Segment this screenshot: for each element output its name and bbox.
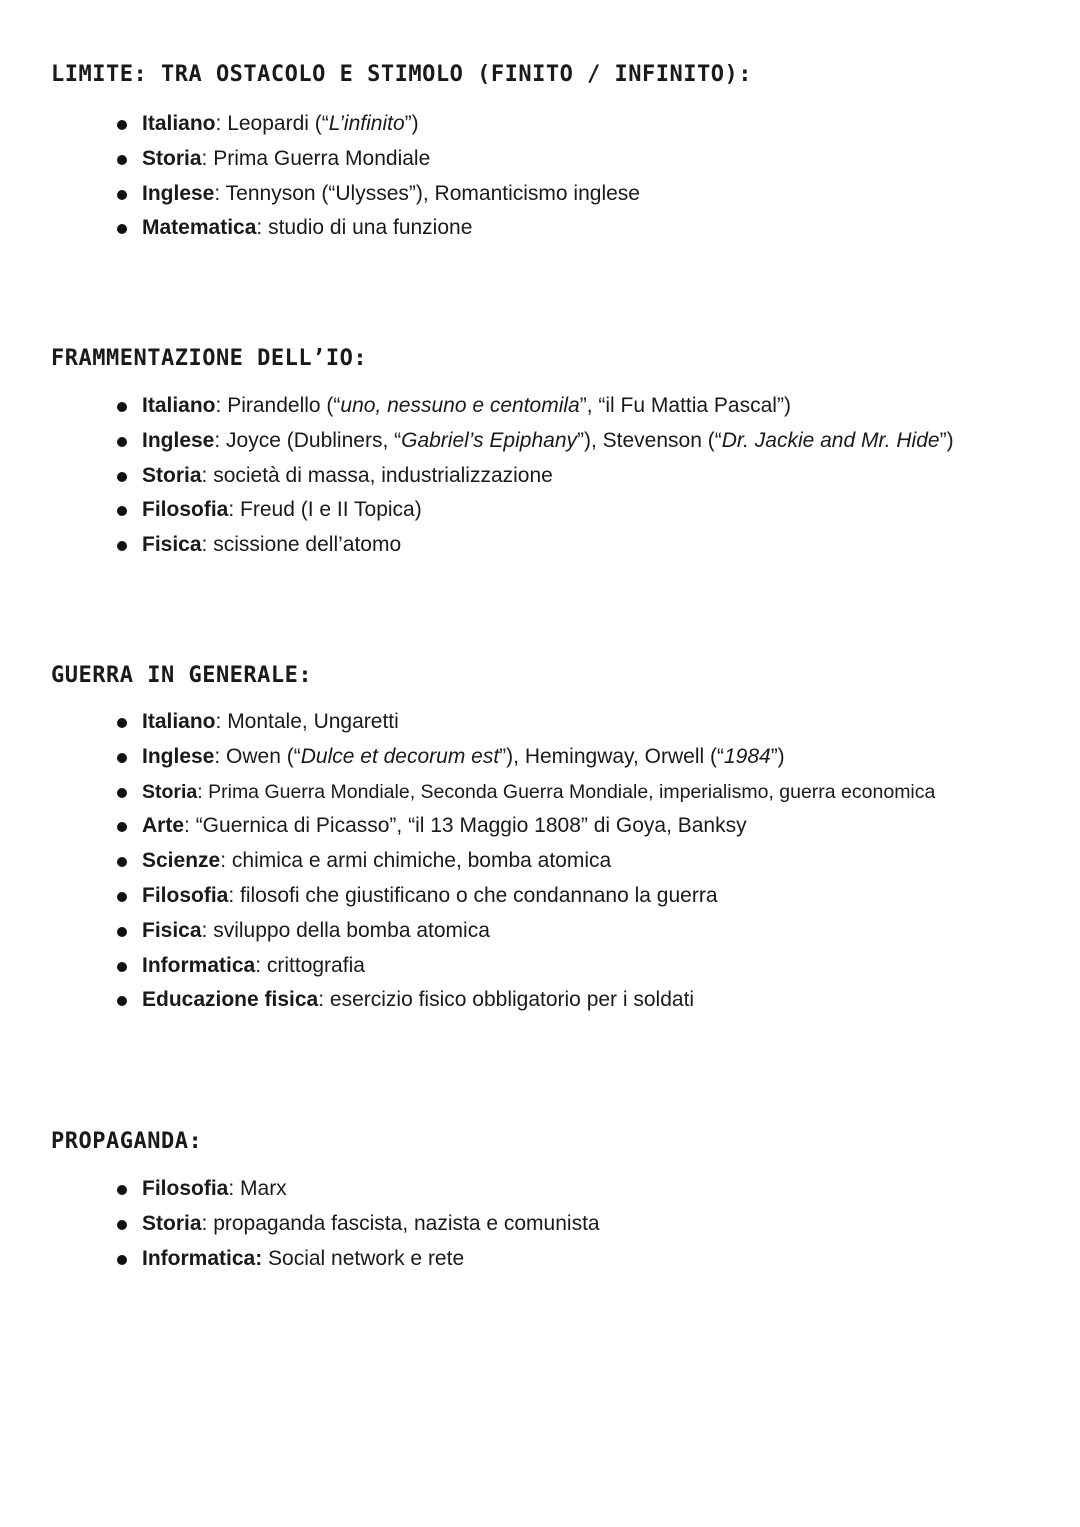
separator: :	[214, 744, 227, 768]
item-text: Prima Guerra Mondiale, Seconda Guerra Mondiale, imperialismo, guerra economica	[208, 780, 936, 803]
separator: :	[201, 533, 214, 557]
subject-label: Fisica	[142, 918, 202, 942]
item-text: studio di una funzione	[268, 216, 473, 240]
subject-label: Storia	[142, 1211, 202, 1235]
list-item	[115, 211, 640, 246]
list-item	[115, 1172, 600, 1207]
item-text: esercizio fisico obbligatorio per i soldati	[329, 988, 695, 1012]
list-item	[115, 424, 954, 459]
italic-title: L’infinito	[328, 112, 405, 135]
item-text: società di massa, industrializzazione	[213, 463, 553, 487]
subject-label: Italiano	[142, 112, 216, 135]
subject-label: Inglese	[142, 744, 215, 768]
topic-list	[115, 1172, 600, 1276]
bullet-icon	[117, 927, 127, 937]
bullet-icon	[117, 1255, 127, 1265]
bullet-icon	[117, 857, 127, 867]
list-item	[115, 459, 954, 494]
bullet-icon	[117, 402, 127, 412]
list-item	[115, 775, 935, 810]
item-text: scissione dell’atomo	[213, 533, 402, 557]
list-item	[115, 879, 935, 914]
bullet-icon	[117, 155, 127, 165]
item-text: propaganda fascista, nazista e comunista	[213, 1211, 600, 1235]
subject-label: Inglese	[142, 428, 215, 452]
separator: :	[228, 498, 241, 522]
separator: :	[214, 181, 226, 205]
italic-title: 1984	[723, 744, 771, 768]
bullet-icon	[117, 541, 127, 551]
subject-label: Storia	[142, 146, 202, 170]
italic-title: uno, nessuno e centomila	[340, 394, 580, 417]
italic-title: Dr. Jackie and Mr. Hide	[721, 428, 940, 452]
italic-title: Dulce et decorum est	[300, 744, 500, 768]
item-text: Leopardi (“	[227, 112, 329, 135]
separator: :	[201, 918, 214, 942]
section-heading: FRAMMENTAZIONE DELL’IO:	[51, 346, 368, 371]
separator: :	[197, 780, 209, 803]
item-text: ”)	[770, 744, 785, 768]
subject-label: Informatica:	[142, 1246, 263, 1270]
italic-title: Gabriel’s Epiphany	[401, 428, 577, 452]
topic-list	[115, 705, 935, 1018]
item-text: Tennyson (“Ulysses”), Romanticismo inglese	[225, 181, 640, 205]
item-text: Marx	[240, 1177, 287, 1200]
subject-label: Filosofia	[142, 883, 229, 907]
item-text: crittografia	[266, 953, 365, 977]
list-item	[115, 809, 935, 844]
bullet-icon	[117, 120, 127, 130]
separator: :	[220, 849, 232, 873]
item-text: Owen (“	[226, 744, 301, 768]
bullet-icon	[117, 506, 127, 516]
bullet-icon	[117, 1185, 127, 1195]
item-text: Freud (I e II Topica)	[240, 498, 422, 522]
item-text: ”)	[939, 428, 954, 452]
subject-label: Arte	[142, 814, 185, 838]
item-text: Social network e rete	[268, 1246, 465, 1270]
bullet-icon	[117, 892, 127, 902]
subject-label: Inglese	[142, 181, 215, 205]
item-text: chimica e armi chimiche, bomba atomica	[231, 849, 612, 873]
bullet-icon	[117, 996, 127, 1006]
subject-label: Italiano	[142, 394, 216, 417]
list-item	[115, 705, 935, 740]
list-item	[115, 914, 935, 949]
list-item	[115, 844, 935, 879]
list-item	[115, 1242, 600, 1277]
list-item	[115, 528, 954, 563]
list-item	[115, 983, 935, 1018]
topic-list	[115, 107, 640, 246]
list-item	[115, 177, 640, 212]
subject-label: Educazione fisica	[142, 988, 319, 1012]
separator: :	[215, 112, 228, 135]
bullet-icon	[117, 822, 127, 832]
subject-label: Storia	[142, 780, 198, 803]
item-text: ”, “il Fu Mattia Pascal”)	[579, 394, 791, 417]
item-text: ”), Hemingway, Orwell (“	[499, 744, 724, 768]
subject-label: Scienze	[142, 849, 221, 873]
separator: :	[201, 1211, 214, 1235]
separator: :	[256, 216, 269, 240]
list-item	[115, 949, 935, 984]
item-text: “Guernica di Picasso”, “il 13 Maggio 1808” di Goya, Banksy	[195, 814, 747, 838]
item-text: sviluppo della bomba atomica	[213, 918, 490, 942]
item-text: Montale, Ungaretti	[227, 710, 399, 733]
separator: :	[228, 1177, 241, 1200]
separator: :	[215, 394, 228, 417]
list-item	[115, 389, 954, 424]
separator: :	[215, 710, 228, 733]
item-text: filosofi che giustificano o che condannano la guerra	[240, 883, 718, 907]
subject-label: Matematica	[142, 216, 257, 240]
separator: :	[184, 814, 196, 838]
subject-label: Storia	[142, 463, 202, 487]
subject-label: Fisica	[142, 533, 202, 557]
separator: :	[228, 883, 241, 907]
separator: :	[201, 146, 214, 170]
list-item	[115, 142, 640, 177]
list-item	[115, 1207, 600, 1242]
item-text: Prima Guerra Mondiale	[213, 146, 431, 170]
topic-list	[115, 389, 954, 563]
subject-label: Informatica	[142, 953, 256, 977]
separator: :	[318, 988, 330, 1012]
separator: :	[201, 463, 214, 487]
separator: :	[255, 953, 267, 977]
list-item	[115, 740, 935, 775]
bullet-icon	[117, 718, 127, 728]
section-heading: GUERRA IN GENERALE:	[51, 663, 313, 688]
bullet-icon	[117, 1220, 127, 1230]
bullet-icon	[117, 437, 127, 447]
bullet-icon	[117, 190, 127, 200]
bullet-icon	[117, 224, 127, 234]
bullet-icon	[117, 753, 127, 763]
list-item	[115, 107, 640, 142]
bullet-icon	[117, 962, 127, 972]
bullet-icon	[117, 788, 127, 798]
list-item	[115, 493, 954, 528]
item-text: ”)	[404, 112, 419, 135]
section-heading: PROPAGANDA:	[51, 1129, 203, 1154]
item-text: Pirandello (“	[227, 394, 341, 417]
subject-label: Italiano	[142, 710, 216, 733]
bullet-icon	[117, 472, 127, 482]
subject-label: Filosofia	[142, 498, 229, 522]
item-text: Joyce (Dubliners, “	[226, 428, 402, 452]
subject-label: Filosofia	[142, 1177, 229, 1200]
separator: :	[214, 428, 227, 452]
item-text: ”), Stevenson (“	[577, 428, 722, 452]
section-heading: LIMITE: TRA OSTACOLO E STIMOLO (FINITO / INFINITO):	[51, 62, 753, 87]
